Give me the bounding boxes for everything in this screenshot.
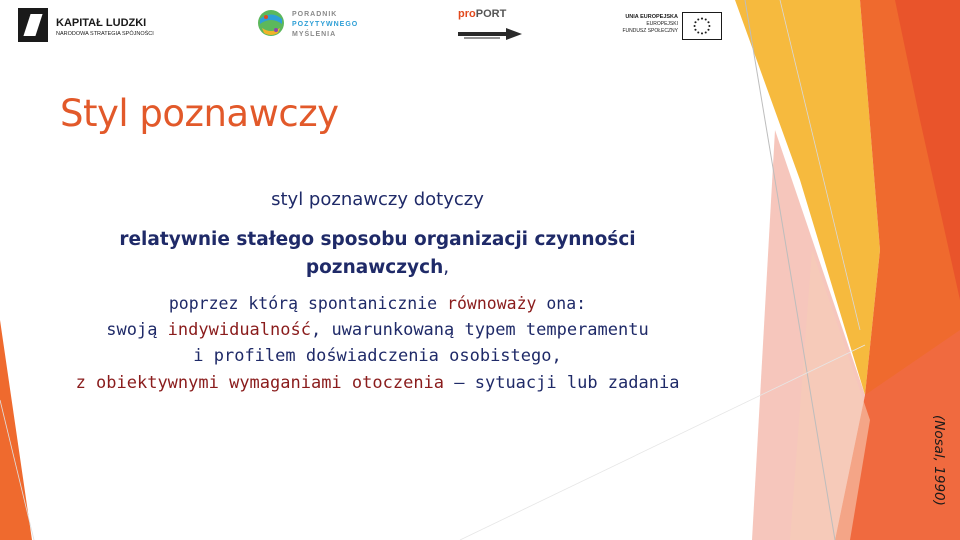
highlight-wymagania: z obiektywnymi wymaganiami otoczenia [75, 373, 445, 393]
highlight-rownowazy: równoważy [447, 294, 537, 313]
eu-line1: UNIA EUROPEJSKA [625, 14, 678, 20]
definition-line-2-text: poznawczych [305, 257, 444, 278]
slide-title: Styl poznawczy [60, 92, 339, 135]
poradnik-line1: PORADNIK [292, 11, 338, 18]
proport-part2: PORT [475, 8, 507, 20]
body-line-2 [0, 317, 755, 343]
poradnik-logo [256, 6, 366, 46]
body-line-1 [0, 291, 755, 317]
kapital-ludzki-subtitle: NARODOWA STRATEGIA SPÓJNOŚCI [56, 31, 154, 37]
body-line-4-post: – sytuacji lub zadania [444, 373, 680, 393]
definition-line-1: relatywnie stałego sposobu organizacji czynności [119, 229, 636, 250]
body-line-2-post: , uwarunkowaną typem temperamentu [310, 320, 649, 340]
poradnik-text [292, 10, 358, 40]
eu-flag-icon [682, 12, 722, 40]
kapital-ludzki-logo [18, 8, 158, 44]
citation: (Nosal, 1990) [931, 415, 947, 506]
body-line-1-pre: poprzez którą spontanicznie [168, 294, 448, 313]
definition-line-2 [0, 254, 755, 281]
intro-line: styl poznawczy dotyczy [271, 189, 484, 210]
kapital-ludzki-mark-icon [18, 8, 48, 42]
globe-icon [256, 6, 286, 40]
poradnik-line2: POZYTYWNEGO [292, 21, 359, 28]
body-line-4 [0, 370, 755, 396]
poradnik-line3: MYŚLENIA [292, 31, 337, 38]
definition-line-2-comma: , [443, 257, 450, 278]
proport-part1: pro [458, 8, 476, 20]
arrow-right-icon [456, 26, 524, 42]
body-line-3: i profilem doświadczenia osobistego, [193, 346, 562, 366]
kapital-ludzki-name: KAPITAŁ LUDZKI [56, 17, 147, 29]
logo-bar [0, 0, 760, 50]
highlight-indywidualnosc: indywidualność [167, 320, 311, 340]
body-line-2-pre: swoją [106, 320, 168, 340]
eu-line2: EUROPEJSKI [646, 21, 678, 27]
proport-logo [456, 8, 528, 44]
eu-text [620, 14, 678, 35]
eu-line3: FUNDUSZ SPOŁECZNY [622, 28, 678, 34]
body-line-1-post: ona: [536, 294, 587, 313]
proport-wordmark [458, 8, 506, 20]
eu-logo [620, 12, 724, 42]
